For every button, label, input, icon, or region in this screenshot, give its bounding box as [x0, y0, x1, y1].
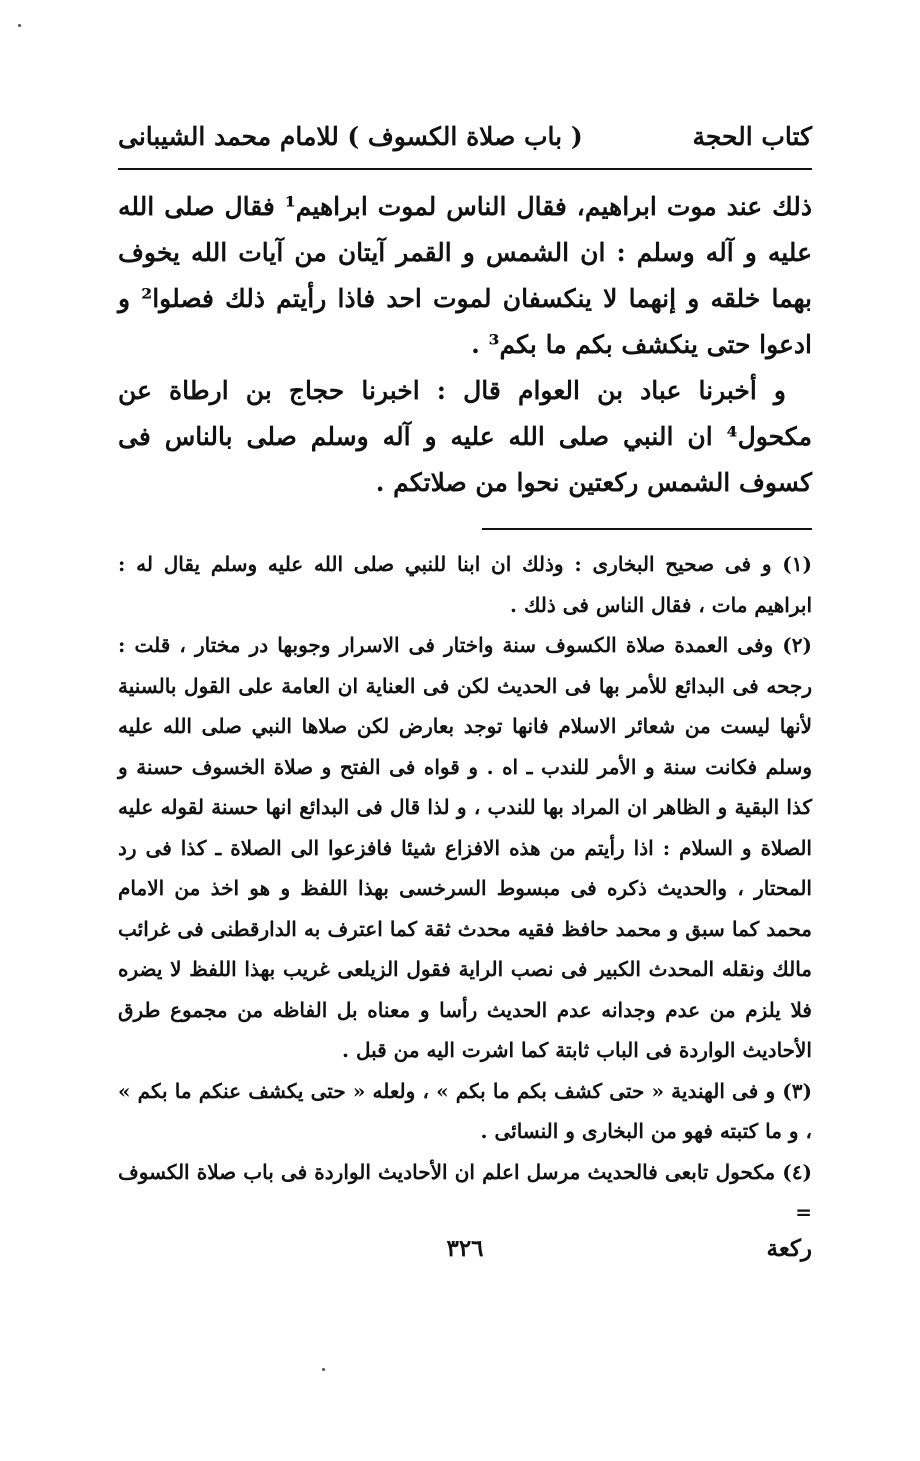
page-number: ٣٢٦ — [446, 1234, 484, 1262]
footnote-4: (٤) مكحول تابعى فالحديث مرسل اعلم ان الأحاديث الواردة فى باب صلاة الكسوف = — [118, 1159, 812, 1224]
author-name: للامام محمد الشيبانى — [118, 122, 339, 151]
body-paragraph-2: و أخبرنا عباد بن العوام قال : اخبرنا حجاج بن ارطاة عن مكحول⁴ ان النبي صلى الله عليه و آله وسلم صلى بالناس فى كسوف الشمس ركعتين نحوا من صلاتكم . — [118, 376, 812, 497]
footnote-3: (٣) و فى الهندية « حتى كشف بكم ما بكم » ، ولعله « حتى يكشف عنكم ما بكم » ، و ما كتبته فهو من البخارى و النسائى . — [118, 1078, 812, 1143]
main-text — [118, 184, 812, 506]
footnote-divider — [482, 528, 812, 530]
footnote-2: (٢) وفى العمدة صلاة الكسوف سنة واختار فى الاسرار وجوبها در مختار ، قلت : رجحه فى البدائع للأمر بها فى الحديث لكن فى العناية ان العامة على القول بالسنية لأنها ليست من شعائر الاسلام فانها توجد بعارض لكن صلاها النبي صلى الله عليه وسلم فكانت سنة و الأمر للندب ـ اه . و قواه فى الفتح و صلاة الخسوف حسنة و كذا البقية و الظاهر ان المراد بها للندب ، و لذا قال فى البدائع انها حسنة لقوله عليه الصلاة و السلام : اذا رأيتم من هذه الافزاع شيئا فافزعوا الى الصلاة ـ كذا فى رد المحتار ، والحديث ذكره فى مبسوط السرخسى بهذا اللفظ و هو اخذ من الامام محمد كما سبق و محمد حافظ فقيه محدث ثقة كما اعترف به الدارقطنى فى غرائب مالك ونقله المحدث الكبير فى نصب الراية فقول الزيلعى غريب بهذا اللفظ لا يضره فلا يلزم من عدم وجدانه عدم الحديث رأسا و معناه بل الفاظه من مجموع طرق الأحاديث الواردة فى الباب ثابتة كما اشرت اليه من قبل . — [118, 633, 812, 1062]
footnote-1: (١) و فى صحيح البخارى : وذلك ان ابنا للنبي صلى الله عليه وسلم يقال له : ابراهيم مات ، فقال الناس فى ذلك . — [118, 552, 812, 617]
scan-speck — [322, 1368, 325, 1371]
body-paragraph-1: ذلك عند موت ابراهيم، فقال الناس لموت ابراهيم¹ فقال صلى الله عليه و آله وسلم : ان الشمس و القمر آيتان من آيات الله يخوف بهما خلقه و إنهما لا ينكسفان لموت احد فاذا رأيتم ذلك فصلوا² و ادعوا حتى ينكشف بكم ما بكم³ . — [118, 192, 813, 359]
running-header — [118, 112, 812, 170]
book-page — [118, 112, 812, 1279]
scan-speck — [18, 24, 21, 27]
catchword: ركعة — [766, 1234, 812, 1262]
footnotes — [118, 544, 812, 1233]
page-footer — [118, 1235, 812, 1279]
chapter-title: ( باب صلاة الكسوف ) — [347, 122, 583, 151]
book-title: كتاب الحجة — [692, 122, 812, 151]
